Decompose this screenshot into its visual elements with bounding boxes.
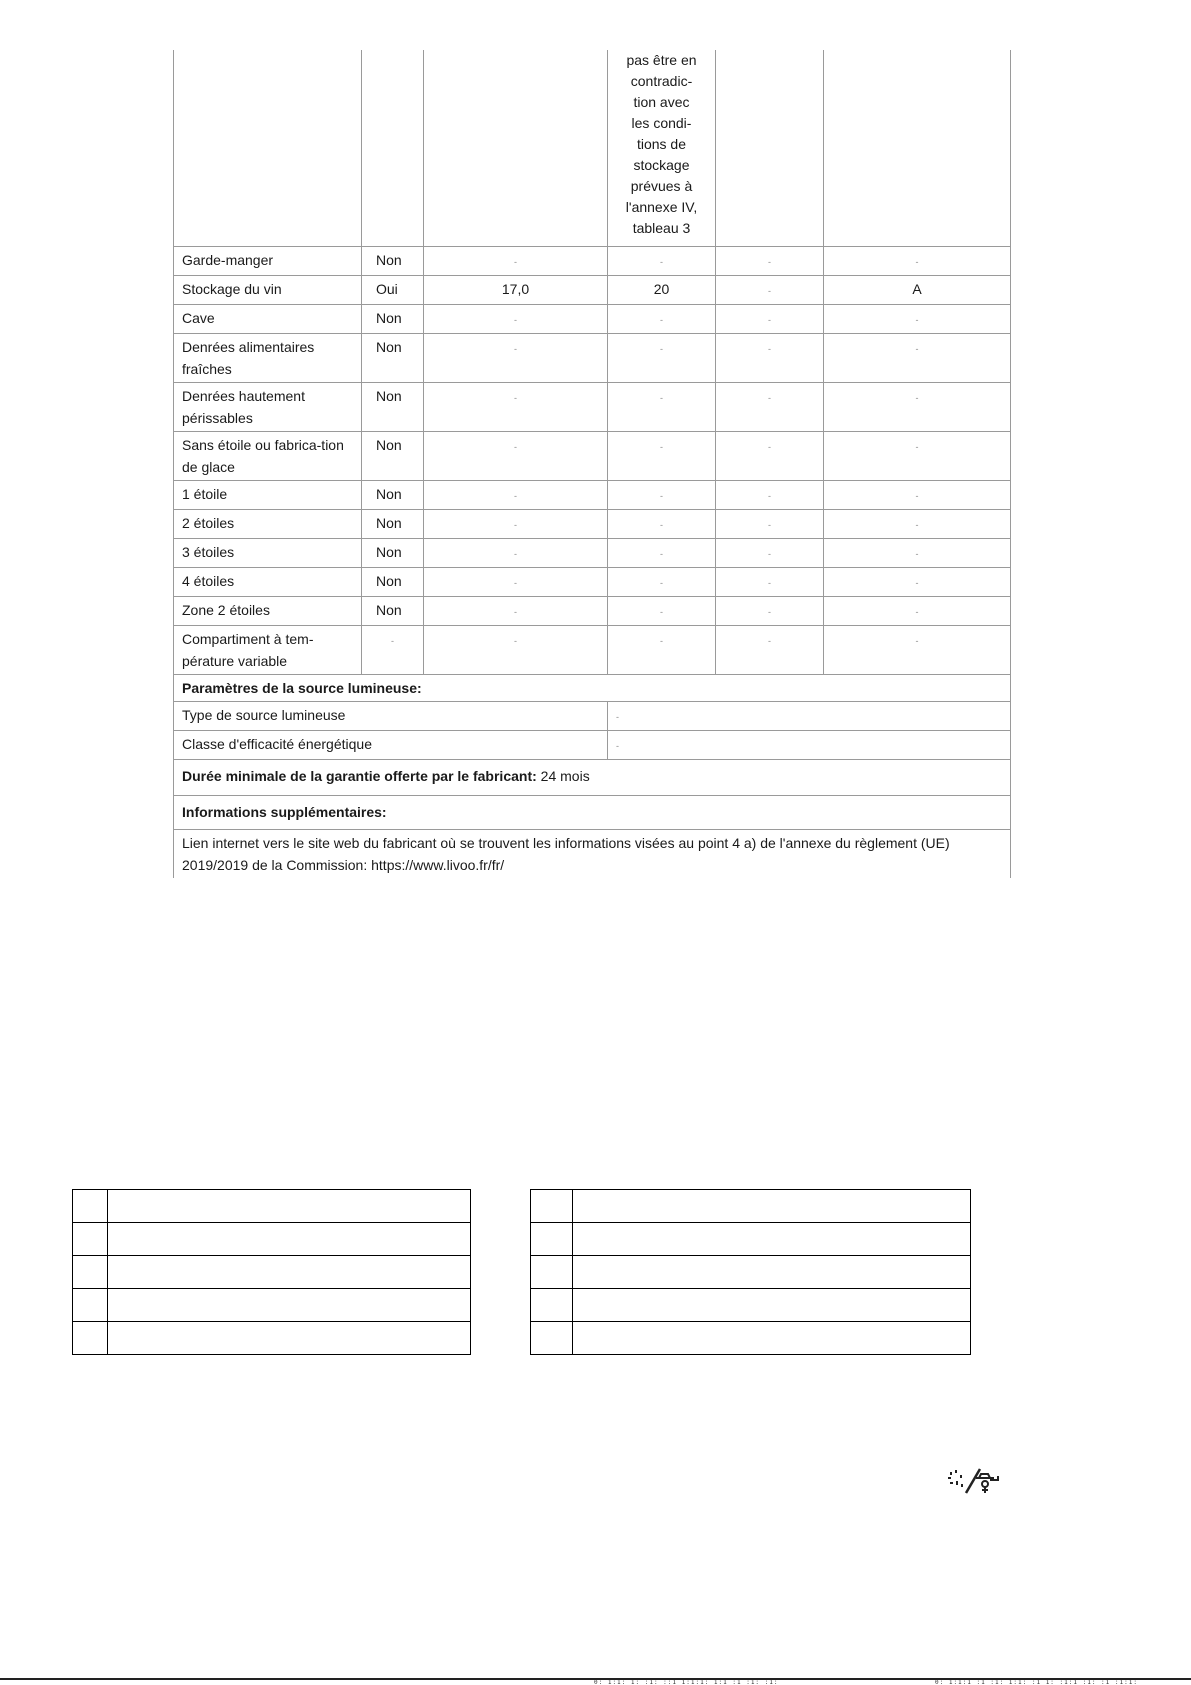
warranty-label: Durée minimale de la garantie offerte par le fabricant:: [182, 768, 537, 784]
compartment-label: Compartiment à tem-pérature variable: [174, 626, 362, 675]
recycling-mark-icon: [946, 1467, 1002, 1495]
energy-class-row: [174, 731, 1011, 760]
light-source-heading-row: [174, 675, 1011, 702]
manufacturer-link[interactable]: https://www.livoo.fr/fr/: [371, 857, 505, 873]
table-cell: [174, 50, 362, 247]
compartment-label: 3 étoiles: [174, 539, 362, 568]
grid-cell: [573, 1190, 971, 1223]
compartment-value: -: [824, 247, 1011, 276]
additional-info-text: Lien internet vers le site web du fabricant où se trouvent les informations visées au point 4 a) de l'annexe du règlement (UE) 2019/2019 de la Commission:: [182, 835, 950, 873]
grid-cell: [573, 1256, 971, 1289]
compartment-row: [174, 247, 1011, 276]
compartment-row: [174, 383, 1011, 432]
light-source-type-row: [174, 702, 1011, 731]
compartment-row: [174, 432, 1011, 481]
compartment-value: -: [716, 597, 824, 626]
footer-code-left: 0: 1:1: 1: :1: ::1 1:1:1: 1:1 :1 :1: :1:: [594, 1680, 779, 1685]
compartment-present: Oui: [362, 276, 424, 305]
compartment-value: -: [608, 247, 716, 276]
table-cell: [716, 50, 824, 247]
compartment-value: -: [608, 481, 716, 510]
footer-code-right: 0: 1:1:1 :1 :1: 1:1: :1 1: :1:1 :1: :1 :1:1:: [935, 1680, 1138, 1685]
compartment-label: 1 étoile: [174, 481, 362, 510]
compartment-value: -: [424, 597, 608, 626]
grid-cell: [531, 1223, 573, 1256]
compartment-present: Non: [362, 481, 424, 510]
compartment-label: Zone 2 étoiles: [174, 597, 362, 626]
compartment-value: -: [424, 334, 608, 383]
warranty-cell: [174, 760, 1011, 796]
additional-info-heading-row: [174, 796, 1011, 830]
grid-cell: [108, 1256, 471, 1289]
compartment-value: -: [608, 305, 716, 334]
compartment-present: Non: [362, 539, 424, 568]
compartment-value: -: [424, 247, 608, 276]
light-source-type-label: Type de source lumineuse: [174, 702, 608, 731]
compartment-value: -: [824, 539, 1011, 568]
grid-cell: [108, 1289, 471, 1322]
compartment-label: Sans étoile ou fabrica-tion de glace: [174, 432, 362, 481]
compartment-present: Non: [362, 305, 424, 334]
blank-grid-right: [530, 1189, 971, 1355]
compartment-value: -: [824, 597, 1011, 626]
compartment-value: -: [824, 383, 1011, 432]
compartment-value: -: [608, 626, 716, 675]
compartment-value: -: [424, 305, 608, 334]
compartment-value: -: [424, 568, 608, 597]
warranty-value: 24 mois: [540, 768, 590, 784]
compartment-rows: [174, 247, 1011, 675]
grid-cell: [73, 1289, 108, 1322]
compartment-value: -: [824, 481, 1011, 510]
grid-cell: [73, 1322, 108, 1355]
compartment-value: -: [716, 539, 824, 568]
compartment-value: -: [608, 432, 716, 481]
continued-header-row: [174, 50, 1011, 247]
grid-cell: [108, 1190, 471, 1223]
product-information-table: [173, 50, 1011, 878]
compartment-value: A: [824, 276, 1011, 305]
compartment-value: -: [424, 432, 608, 481]
grid-row: [531, 1190, 971, 1223]
grid-row: [73, 1256, 471, 1289]
compartment-row: [174, 481, 1011, 510]
grid-cell: [73, 1223, 108, 1256]
compartment-value: -: [716, 626, 824, 675]
grid-cell: [531, 1190, 573, 1223]
compartment-row: [174, 334, 1011, 383]
compartment-value: -: [608, 568, 716, 597]
storage-conditions-note: pas être en contradic- tion avec les condi- tions de stockage prévues à l'annexe IV, tableau 3: [608, 50, 716, 247]
compartment-value: -: [608, 383, 716, 432]
compartment-value: -: [424, 510, 608, 539]
compartment-row: [174, 276, 1011, 305]
grid-cell: [73, 1190, 108, 1223]
compartment-label: 4 étoiles: [174, 568, 362, 597]
compartment-value: -: [716, 432, 824, 481]
grid-cell: [108, 1223, 471, 1256]
compartment-value: 20: [608, 276, 716, 305]
compartment-row: [174, 305, 1011, 334]
compartment-row: [174, 626, 1011, 675]
energy-class-label: Classe d'efficacité énergétique: [174, 731, 608, 760]
compartment-value: -: [608, 539, 716, 568]
compartment-value: -: [424, 539, 608, 568]
compartment-value: -: [716, 383, 824, 432]
grid-row: [531, 1223, 971, 1256]
compartment-value: -: [824, 305, 1011, 334]
compartment-row: [174, 539, 1011, 568]
grid-cell: [573, 1223, 971, 1256]
grid-cell: [531, 1256, 573, 1289]
compartment-row: [174, 597, 1011, 626]
grid-cell: [573, 1322, 971, 1355]
compartment-value: -: [824, 432, 1011, 481]
energy-class-value: -: [608, 731, 1011, 760]
compartment-present: -: [362, 626, 424, 675]
compartment-present: Non: [362, 247, 424, 276]
compartment-value: -: [824, 334, 1011, 383]
compartment-value: -: [824, 568, 1011, 597]
compartment-value: -: [716, 305, 824, 334]
compartment-present: Non: [362, 597, 424, 626]
additional-info-heading: Informations supplémentaires:: [174, 796, 1011, 830]
grid-row: [531, 1256, 971, 1289]
compartment-present: Non: [362, 334, 424, 383]
compartment-label: Stockage du vin: [174, 276, 362, 305]
light-source-type-value: -: [608, 702, 1011, 731]
compartment-row: [174, 510, 1011, 539]
compartment-label: Garde-manger: [174, 247, 362, 276]
grid-cell: [531, 1322, 573, 1355]
compartment-value: -: [608, 597, 716, 626]
blank-grid-left: [72, 1189, 471, 1355]
compartment-value: -: [824, 510, 1011, 539]
compartment-value: -: [424, 481, 608, 510]
compartment-value: -: [824, 626, 1011, 675]
compartment-value: -: [424, 383, 608, 432]
compartment-value: -: [716, 510, 824, 539]
compartment-value: -: [424, 626, 608, 675]
grid-cell: [73, 1256, 108, 1289]
compartment-value: -: [716, 334, 824, 383]
grid-cell: [108, 1322, 471, 1355]
additional-info-row: [174, 830, 1011, 879]
table-cell: [824, 50, 1011, 247]
compartment-label: 2 étoiles: [174, 510, 362, 539]
compartment-value: -: [608, 334, 716, 383]
compartment-value: -: [716, 481, 824, 510]
compartment-value: 17,0: [424, 276, 608, 305]
compartment-present: Non: [362, 383, 424, 432]
grid-cell: [531, 1289, 573, 1322]
table-cell: [362, 50, 424, 247]
grid-row: [73, 1190, 471, 1223]
compartment-present: Non: [362, 568, 424, 597]
grid-row: [73, 1322, 471, 1355]
grid-cell: [573, 1289, 971, 1322]
compartment-label: Denrées alimentaires fraîches: [174, 334, 362, 383]
compartment-label: Cave: [174, 305, 362, 334]
grid-row: [73, 1289, 471, 1322]
warranty-row: [174, 760, 1011, 796]
compartment-label: Denrées hautement périssables: [174, 383, 362, 432]
compartment-value: -: [716, 247, 824, 276]
table-cell: [424, 50, 608, 247]
compartment-value: -: [716, 568, 824, 597]
additional-info-cell: [174, 830, 1011, 879]
grid-row: [531, 1289, 971, 1322]
light-source-heading: Paramètres de la source lumineuse:: [174, 675, 1011, 702]
compartment-present: Non: [362, 510, 424, 539]
compartment-row: [174, 568, 1011, 597]
grid-row: [73, 1223, 471, 1256]
compartment-present: Non: [362, 432, 424, 481]
grid-row: [531, 1322, 971, 1355]
compartment-value: -: [608, 510, 716, 539]
compartment-value: -: [716, 276, 824, 305]
